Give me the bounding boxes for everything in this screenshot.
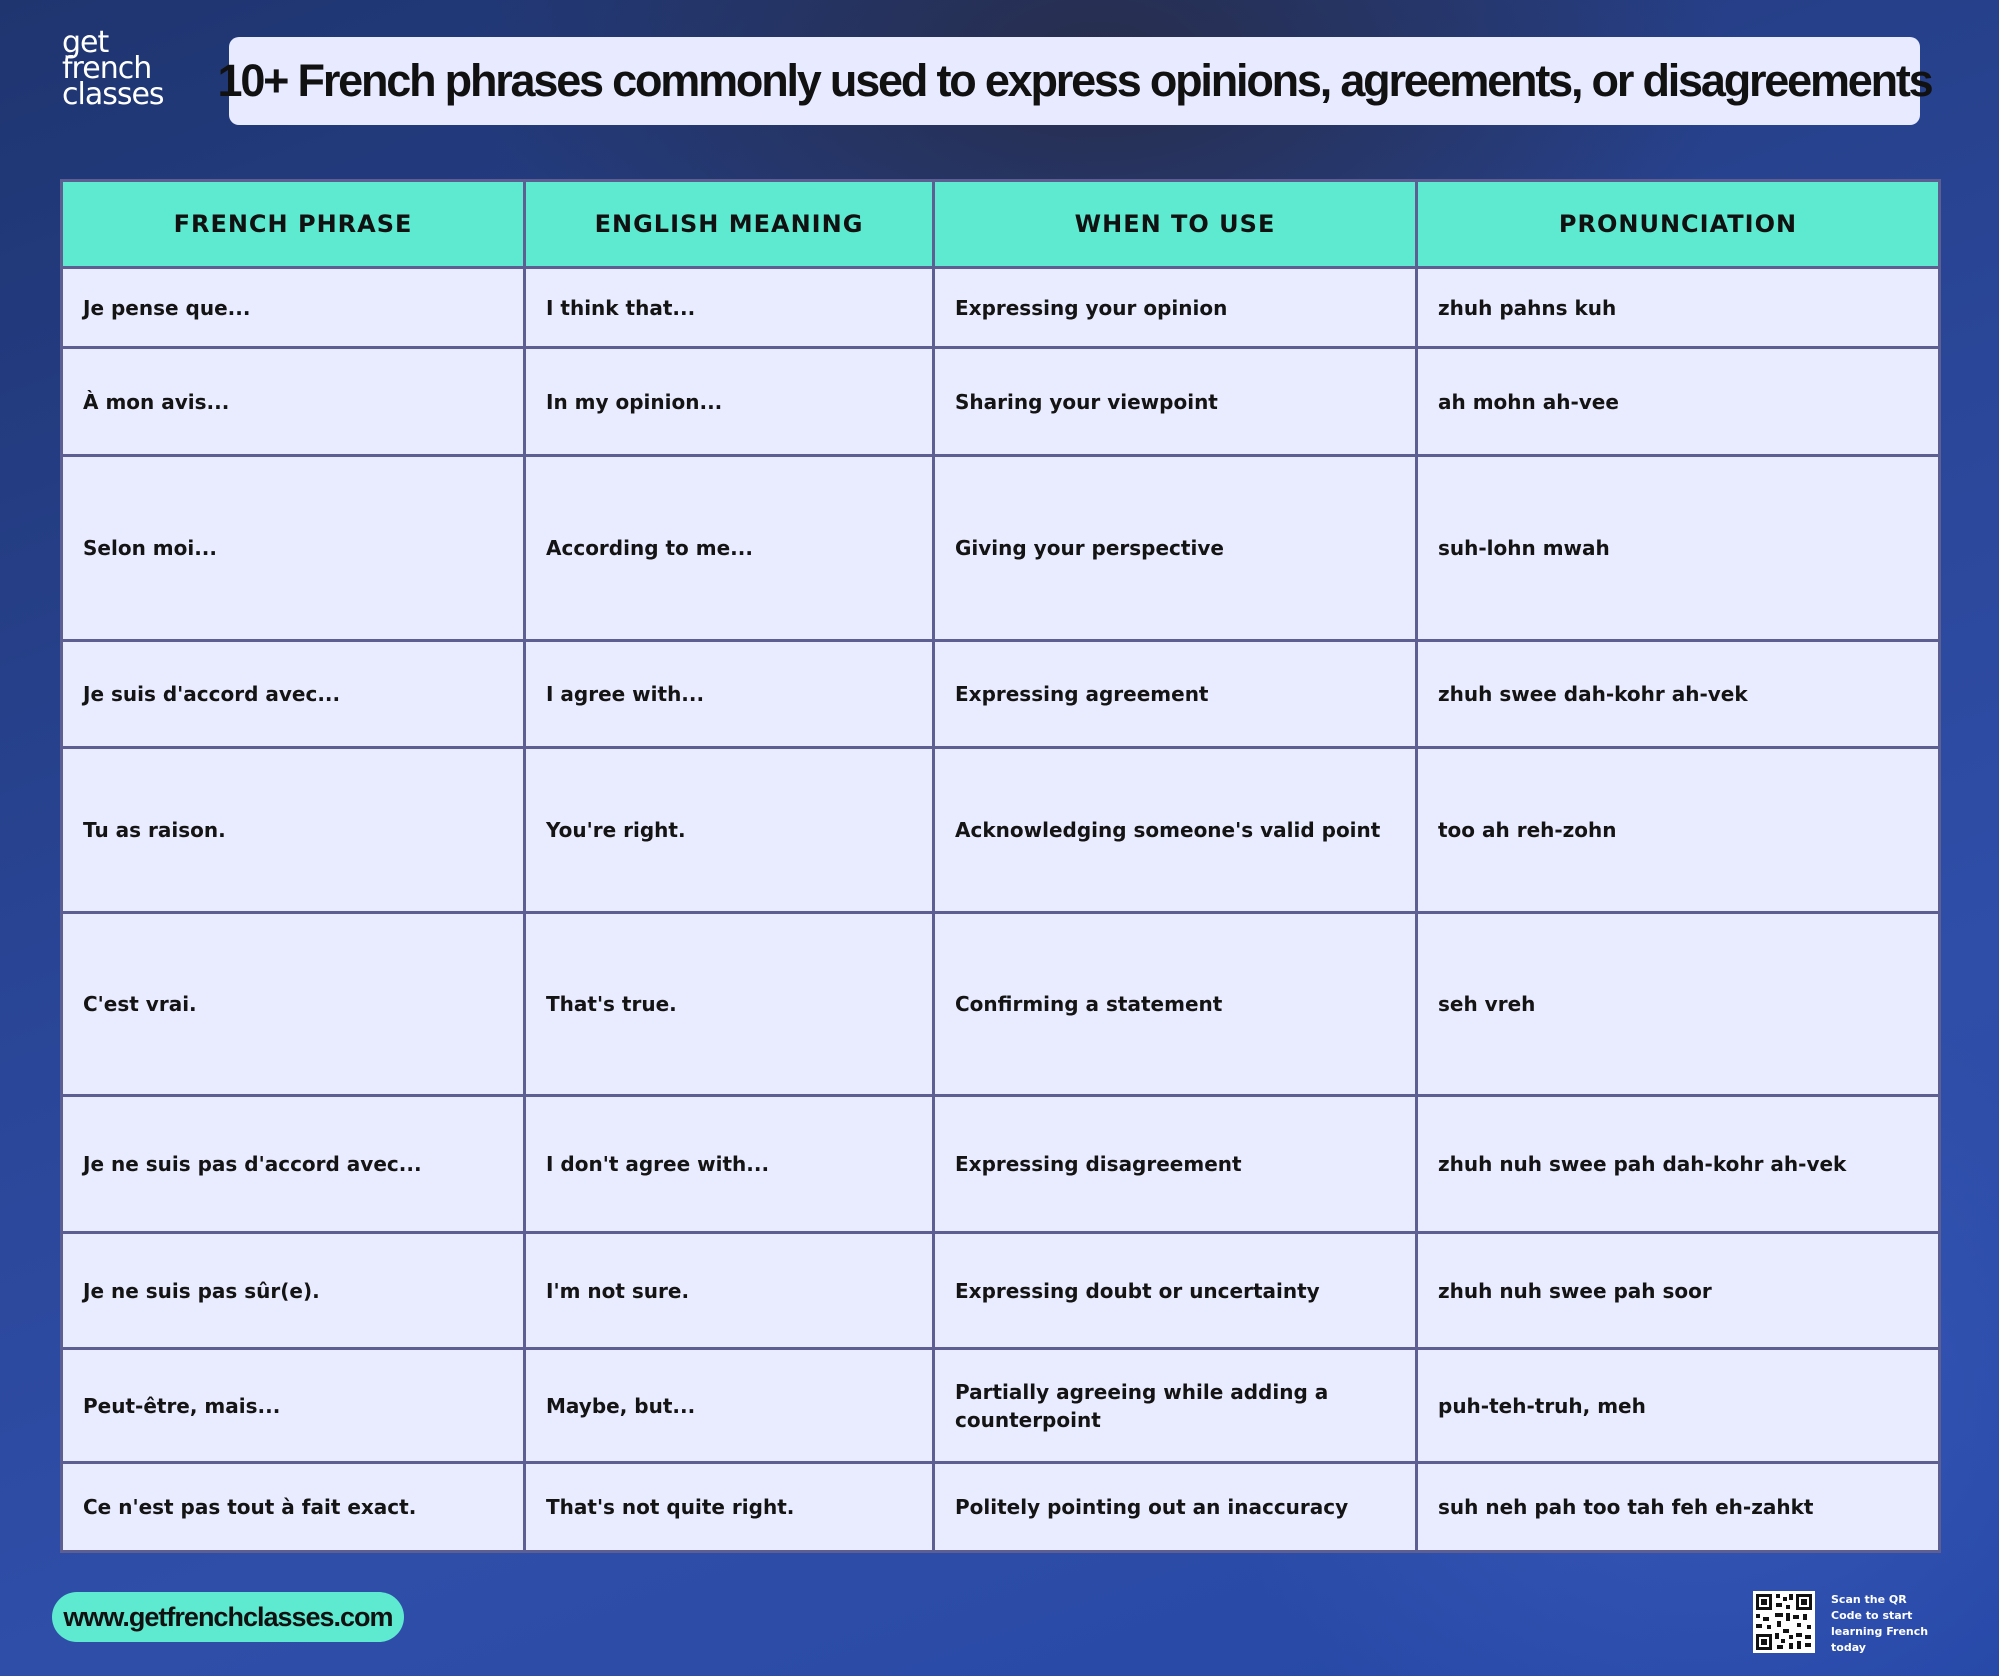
pronunciation-cell: puh-teh-truh, meh [1417, 1349, 1940, 1463]
english-meaning-cell: I agree with... [525, 641, 934, 748]
french-phrase-cell: Selon moi... [62, 456, 525, 641]
logo-line-french: french [62, 51, 152, 86]
table-row [62, 1233, 1940, 1349]
table-row [62, 641, 1940, 748]
pronunciation-cell: ah mohn ah-vee [1417, 348, 1940, 456]
column-header-english-meaning: ENGLISH MEANING [525, 181, 934, 268]
pronunciation-cell: seh vreh [1417, 913, 1940, 1096]
french-phrase-cell: Je ne suis pas sûr(e). [62, 1233, 525, 1349]
english-meaning-cell: Maybe, but... [525, 1349, 934, 1463]
table-row [62, 268, 1940, 348]
table-row [62, 348, 1940, 456]
english-meaning-cell: That's true. [525, 913, 934, 1096]
column-header-pronunciation: PRONUNCIATION [1417, 181, 1940, 268]
french-phrase-cell: C'est vrai. [62, 913, 525, 1096]
english-meaning-cell: I don't agree with... [525, 1096, 934, 1233]
french-phrase-cell: Tu as raison. [62, 748, 525, 913]
english-meaning-cell: That's not quite right. [525, 1463, 934, 1552]
french-phrase-cell: Ce n'est pas tout à fait exact. [62, 1463, 525, 1552]
pronunciation-cell: suh neh pah too tah feh eh-zahkt [1417, 1463, 1940, 1552]
french-phrase-cell: À mon avis... [62, 348, 525, 456]
pronunciation-cell: suh-lohn mwah [1417, 456, 1940, 641]
table-row [62, 1349, 1940, 1463]
french-phrase-cell: Je ne suis pas d'accord avec... [62, 1096, 525, 1233]
english-meaning-cell: I think that... [525, 268, 934, 348]
pronunciation-cell: zhuh nuh swee pah soor [1417, 1233, 1940, 1349]
french-phrase-cell: Je pense que... [62, 268, 525, 348]
logo-line-get: get [62, 25, 109, 60]
when-to-use-cell: Politely pointing out an inaccuracy [934, 1463, 1417, 1552]
pronunciation-cell: zhuh pahns kuh [1417, 268, 1940, 348]
brand-logo [62, 25, 164, 112]
table-row [62, 748, 1940, 913]
website-link[interactable] [52, 1592, 404, 1642]
english-meaning-cell: I'm not sure. [525, 1233, 934, 1349]
phrases-table [60, 179, 1941, 1553]
page-title: 10+ French phrases commonly used to express opinions, agreements, or disagreements [217, 55, 1932, 106]
when-to-use-cell: Confirming a statement [934, 913, 1417, 1096]
table-row [62, 1463, 1940, 1552]
when-to-use-cell: Partially agreeing while adding a counterpoint [934, 1349, 1417, 1463]
when-to-use-cell: Giving your perspective [934, 456, 1417, 641]
qr-code-icon [1753, 1591, 1815, 1653]
when-to-use-cell: Expressing your opinion [934, 268, 1417, 348]
french-phrase-cell: Peut-être, mais... [62, 1349, 525, 1463]
column-header-french-phrase: FRENCH PHRASE [62, 181, 525, 268]
title-banner [217, 37, 1932, 125]
column-header-when-to-use: WHEN TO USE [934, 181, 1417, 268]
english-meaning-cell: In my opinion... [525, 348, 934, 456]
logo-line-classes: classes [62, 77, 164, 112]
website-url: www.getfrenchclasses.com [63, 1601, 393, 1632]
table-row [62, 456, 1940, 641]
when-to-use-cell: Expressing agreement [934, 641, 1417, 748]
pronunciation-cell: too ah reh-zohn [1417, 748, 1940, 913]
french-phrase-cell: Je suis d'accord avec... [62, 641, 525, 748]
qr-caption: Scan the QR Code to start learning French today [1831, 1593, 1929, 1654]
english-meaning-cell: You're right. [525, 748, 934, 913]
table-row [62, 913, 1940, 1096]
pronunciation-cell: zhuh nuh swee pah dah-kohr ah-vek [1417, 1096, 1940, 1233]
when-to-use-cell: Expressing doubt or uncertainty [934, 1233, 1417, 1349]
when-to-use-cell: Acknowledging someone's valid point [934, 748, 1417, 913]
english-meaning-cell: According to me... [525, 456, 934, 641]
pronunciation-cell: zhuh swee dah-kohr ah-vek [1417, 641, 1940, 748]
table-row [62, 1096, 1940, 1233]
table-header-row [62, 181, 1940, 268]
when-to-use-cell: Sharing your viewpoint [934, 348, 1417, 456]
when-to-use-cell: Expressing disagreement [934, 1096, 1417, 1233]
